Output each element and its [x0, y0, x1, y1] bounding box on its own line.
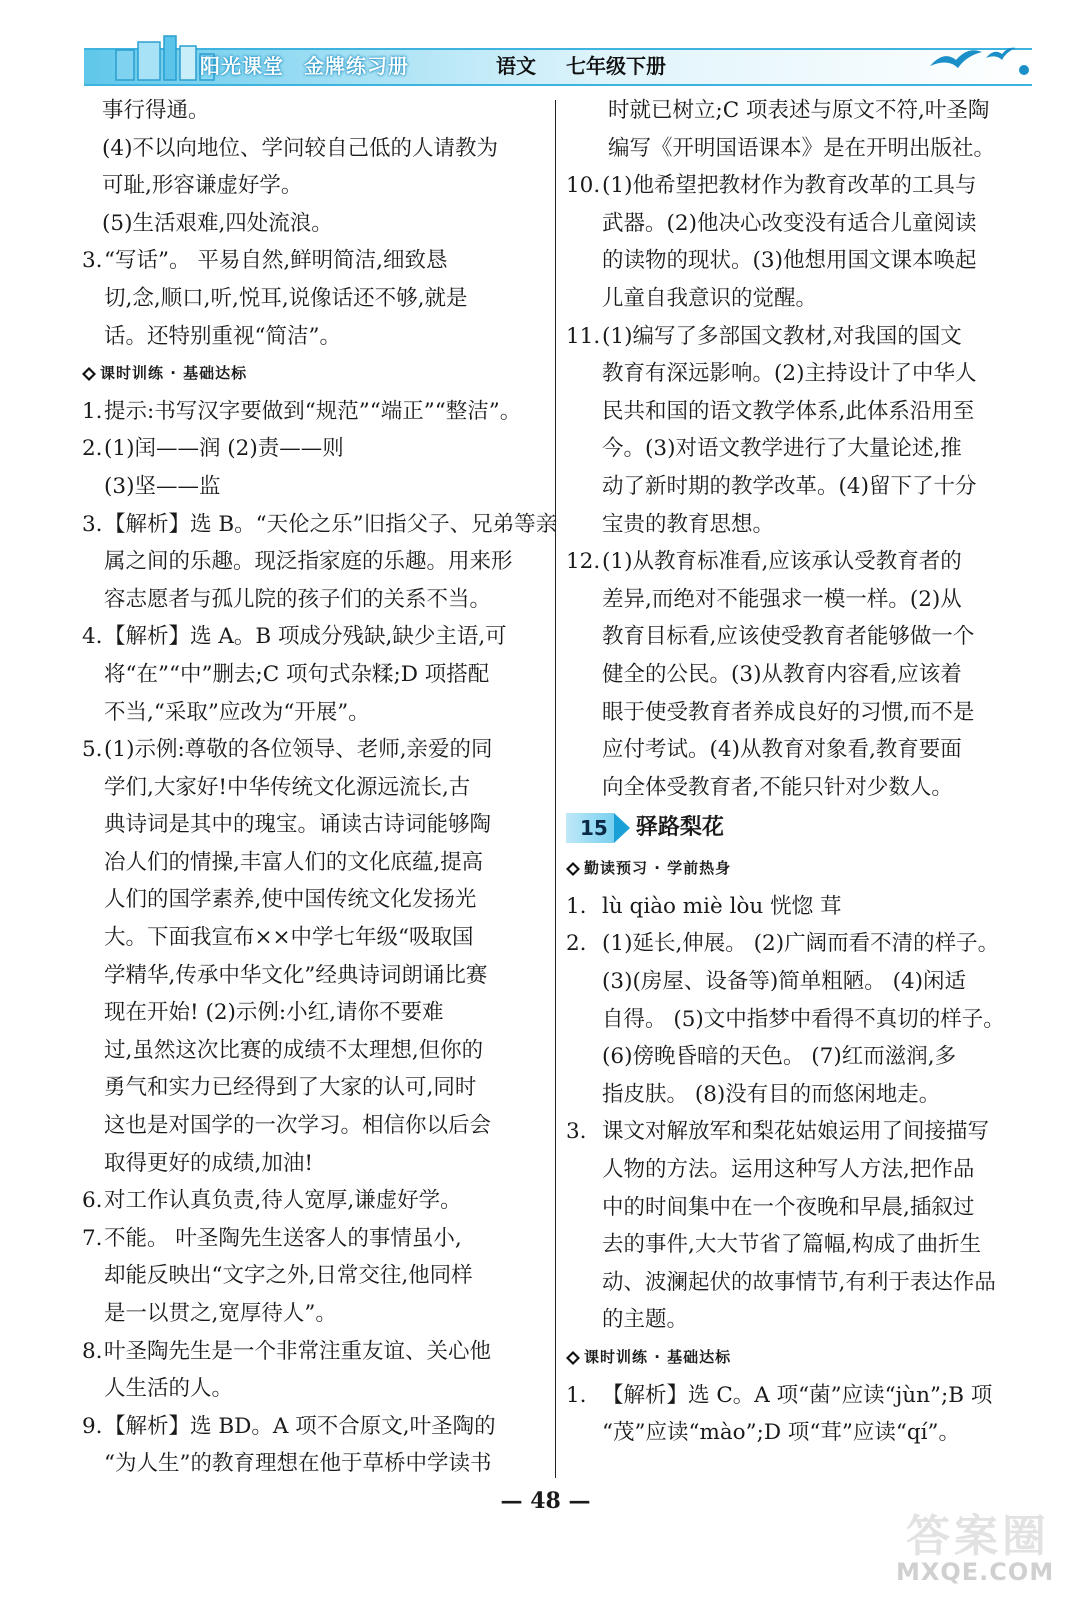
item-text-line: (6)傍晚昏暗的天色。 (7)红而滋润,多	[602, 1044, 957, 1070]
item-text-line: 是一以贯之,宽厚待人”。	[104, 1301, 337, 1326]
item-number: 1.	[566, 893, 587, 919]
item-text-line: 话。还特别重视“简洁”。	[104, 323, 341, 349]
watermark-url: MXQE.COM	[896, 1558, 1055, 1586]
item-text-line: 切,念,顺口,听,悦耳,说像话还不够,就是	[104, 285, 468, 311]
item-number: 4.	[82, 624, 103, 650]
lesson-title	[566, 806, 1032, 850]
item-number: 3.	[566, 1119, 587, 1145]
section-heading	[566, 1339, 1032, 1377]
section-heading	[82, 355, 544, 393]
answer-item	[566, 1113, 1032, 1339]
page-header	[84, 36, 1032, 86]
text-line: (5)生活艰难,四处流浪。	[102, 210, 333, 236]
item-text-line: 课文对解放军和梨花姑娘运用了间接描写	[602, 1119, 990, 1145]
item-number: 1.	[82, 398, 103, 424]
item-text-line: 【解析】选 BD。A 项不合原文,叶圣陶的	[104, 1413, 496, 1439]
item-text-line: “为人生”的教育理想在他于草桥中学读书	[104, 1451, 492, 1477]
item-text-line: (1)延长,伸展。 (2)广阔而看不清的样子。	[602, 931, 1000, 957]
item-text-line: 【解析】选 C。A 项“菌”应读“jùn”;B 项	[602, 1382, 993, 1408]
item-text-line: (1)他希望把教材作为教育改革的工具与	[602, 173, 977, 199]
item-text-line: 向全体受教育者,不能只针对少数人。	[602, 774, 953, 800]
item-text-line: 取得更好的成绩,加油!	[104, 1150, 313, 1176]
item-number: 8.	[82, 1338, 103, 1364]
item-text-line: 今。(3)对语文教学进行了大量论述,推	[602, 436, 962, 462]
answer-item	[82, 393, 544, 431]
answer-item	[82, 430, 544, 505]
brand-part1: 阳光课堂	[200, 54, 284, 78]
item-text-line: 教育目标看,应该使受教育者能够做一个	[602, 624, 975, 650]
header-subject: 语文	[496, 54, 536, 78]
section-heading-text: 课时训练 · 基础达标	[584, 1348, 732, 1366]
section-diamond-icon	[566, 862, 580, 876]
item-text-line: 不能。 叶圣陶先生送客人的事情虽小,	[104, 1225, 462, 1251]
answer-item	[82, 1333, 544, 1408]
item-text-line: 的读物的现状。(3)他想用国文课本唤起	[602, 248, 977, 274]
text-line: 时就已树立;C 项表述与原文不符,叶圣陶	[608, 98, 990, 123]
item-text-line: (1)示例:尊敬的各位领导、老师,亲爱的同	[104, 737, 493, 763]
item-number: 5.	[82, 737, 103, 763]
section-diamond-icon	[82, 367, 96, 381]
item-text-line: 属之间的乐趣。现泛指家庭的乐趣。用来形	[104, 549, 513, 575]
item-text-line: 差异,而绝对不能强求一模一样。(2)从	[602, 586, 962, 612]
item-text-line: 勇气和实力已经得到了大家的认可,同时	[104, 1075, 477, 1101]
section-heading-text: 勤读预习 · 学前热身	[584, 859, 732, 878]
dots-decoration-icon	[964, 62, 1030, 78]
right-column	[566, 92, 1032, 1452]
item-text-line: 自得。 (5)文中指梦中看得不真切的样子。	[602, 1006, 1005, 1032]
item-text-line: 应付考试。(4)从教育对象看,教育要面	[602, 737, 962, 763]
watermark	[896, 1500, 1066, 1590]
item-text-line: 武器。(2)他决心改变没有适合儿童阅读	[602, 210, 977, 236]
lesson-number-badge: 15	[566, 813, 614, 843]
item-text-line: 冶人们的情操,丰富人们的文化底蕴,提高	[104, 849, 484, 875]
item-text-line: 动、波澜起伏的故事情节,有利于表达作品	[602, 1269, 996, 1295]
item-text-line: 却能反映出“文字之外,日常交往,他同样	[104, 1263, 473, 1289]
item-text-line: lù qiào miè lòu 恍惚 茸	[602, 893, 842, 919]
item-number: 2.	[566, 931, 587, 957]
watermark-logo: 答案圈	[906, 1511, 1050, 1562]
item-text-line: “茂”应读“mào”;D 项“茸”应读“qí”。	[602, 1420, 961, 1446]
item-text-line: “写话”。 平易自然,鲜明简洁,细致恳	[104, 248, 448, 274]
item-text-line: 大。下面我宣布××中学七年级“吸取国	[104, 925, 474, 951]
item-text-line: 去的事件,大大节省了篇幅,构成了曲折生	[602, 1232, 982, 1258]
item-text-line: 这也是对国学的一次学习。相信你以后会	[104, 1113, 492, 1139]
item-text-line: 容志愿者与孤儿院的孩子们的关系不当。	[104, 586, 492, 612]
section-heading-text: 课时训练 · 基础达标	[100, 364, 248, 383]
item-number: 9.	[82, 1413, 103, 1439]
answer-item	[82, 1220, 544, 1333]
item-text-line: 人物的方法。运用这种写人方法,把作品	[602, 1157, 975, 1183]
answer-item	[82, 1408, 544, 1483]
item-text-line: 现在开始! (2)示例:小红,请你不要难	[104, 1000, 444, 1026]
left-column	[82, 92, 558, 1483]
item-number: 2.	[82, 436, 103, 462]
item-text-line: 教育有深远影响。(2)主持设计了中华人	[602, 361, 977, 387]
item-text-line: 民共和国的语文教学体系,此体系沿用至	[602, 398, 975, 424]
lesson-title-text: 驿路梨花	[635, 815, 724, 841]
item-text-line: 对工作认真负责,待人宽厚,谦虚好学。	[104, 1188, 462, 1214]
item-number: 10.	[566, 173, 601, 199]
item-text-line: 将“在”“中”删去;C 项句式杂糅;D 项搭配	[104, 661, 490, 687]
item-text-line: 【解析】选 B。“天伦之乐”旧指父子、兄弟等亲	[104, 511, 558, 537]
answer-item	[566, 888, 1032, 926]
text-line: 事行得通。	[102, 98, 210, 123]
column-divider	[555, 100, 556, 1478]
answer-item	[82, 731, 544, 1182]
section-diamond-icon	[566, 1351, 580, 1365]
text-line: 可耻,形容谦虚好学。	[102, 173, 303, 199]
item-text-line: 宝贵的教育思想。	[602, 511, 775, 537]
item-text-line: (3)(房屋、设备等)简单粗陋。 (4)闲适	[602, 969, 967, 995]
item-text-line: 不当,“采取”应改为“开展”。	[104, 699, 370, 725]
item-text-line: (1)闰——润 (2)责——则	[104, 436, 344, 462]
item-text-line: 儿童自我意识的觉醒。	[602, 285, 818, 311]
item-text-line: 学精华,传承中华文化”经典诗词朗诵比赛	[104, 962, 488, 988]
page-number: — 48 —	[500, 1488, 591, 1514]
item-text-line: 过,虽然这次比赛的成绩不太理想,但你的	[104, 1037, 484, 1063]
answer-item	[566, 318, 1032, 544]
header-grade: 七年级下册	[566, 54, 666, 78]
item-text-line: 人们的国学素养,使中国传统文化发扬光	[104, 887, 477, 913]
item-text-line: 【解析】选 A。B 项成分残缺,缺少主语,可	[104, 624, 507, 650]
item-text-line: 的主题。	[602, 1307, 689, 1333]
item-text-line: 动了新时期的教学改革。(4)留下了十分	[602, 473, 977, 499]
item-text-line: 学们,大家好!中华传统文化源远流长,古	[104, 774, 471, 800]
item-text-line: 人生活的人。	[104, 1376, 234, 1402]
answer-item	[82, 1182, 544, 1220]
item-text-line: 健全的公民。(3)从教育内容看,应该着	[602, 661, 962, 687]
text-line: (4)不以向地位、学问较自己低的人请教为	[102, 135, 498, 161]
answer-item	[566, 167, 1032, 317]
section-heading	[566, 850, 1032, 888]
answer-item	[82, 506, 558, 619]
answer-item	[82, 618, 544, 731]
brand-part2: 金牌练习册	[304, 54, 409, 78]
header-brand	[200, 50, 409, 79]
item-number: 6.	[82, 1188, 103, 1214]
item-number: 3.	[82, 248, 103, 274]
answer-item	[566, 1377, 1032, 1452]
item-text-line: 眼于使受教育者养成良好的习惯,而不是	[602, 699, 975, 725]
answer-item	[566, 925, 1032, 1113]
item-text-line: (1)编写了多部国文教材,对我国的国文	[602, 323, 962, 349]
item-number: 11.	[566, 323, 601, 349]
item-number: 1.	[566, 1382, 587, 1408]
answer-item	[82, 242, 544, 355]
item-text-line: 中的时间集中在一个夜晚和早晨,插叙过	[602, 1194, 975, 1220]
item-number: 3.	[82, 511, 103, 537]
item-text-line: (1)从教育标准看,应该承认受教育者的	[602, 549, 962, 575]
item-number: 12.	[566, 549, 601, 575]
item-number: 7.	[82, 1225, 103, 1251]
item-text-line: (3)坚——监	[104, 473, 221, 499]
answer-item	[566, 543, 1032, 806]
text-line: 编写《开明国语课本》是在开明出版社。	[608, 135, 996, 161]
item-text-line: 提示:书写汉字要做到“规范”“端正”“整洁”。	[104, 398, 522, 424]
item-text-line: 指皮肤。 (8)没有目的而悠闲地走。	[602, 1081, 941, 1107]
item-text-line: 典诗词是其中的瑰宝。诵读古诗词能够陶	[104, 812, 492, 838]
item-text-line: 叶圣陶先生是一个非常注重友谊、关心他	[104, 1338, 492, 1364]
